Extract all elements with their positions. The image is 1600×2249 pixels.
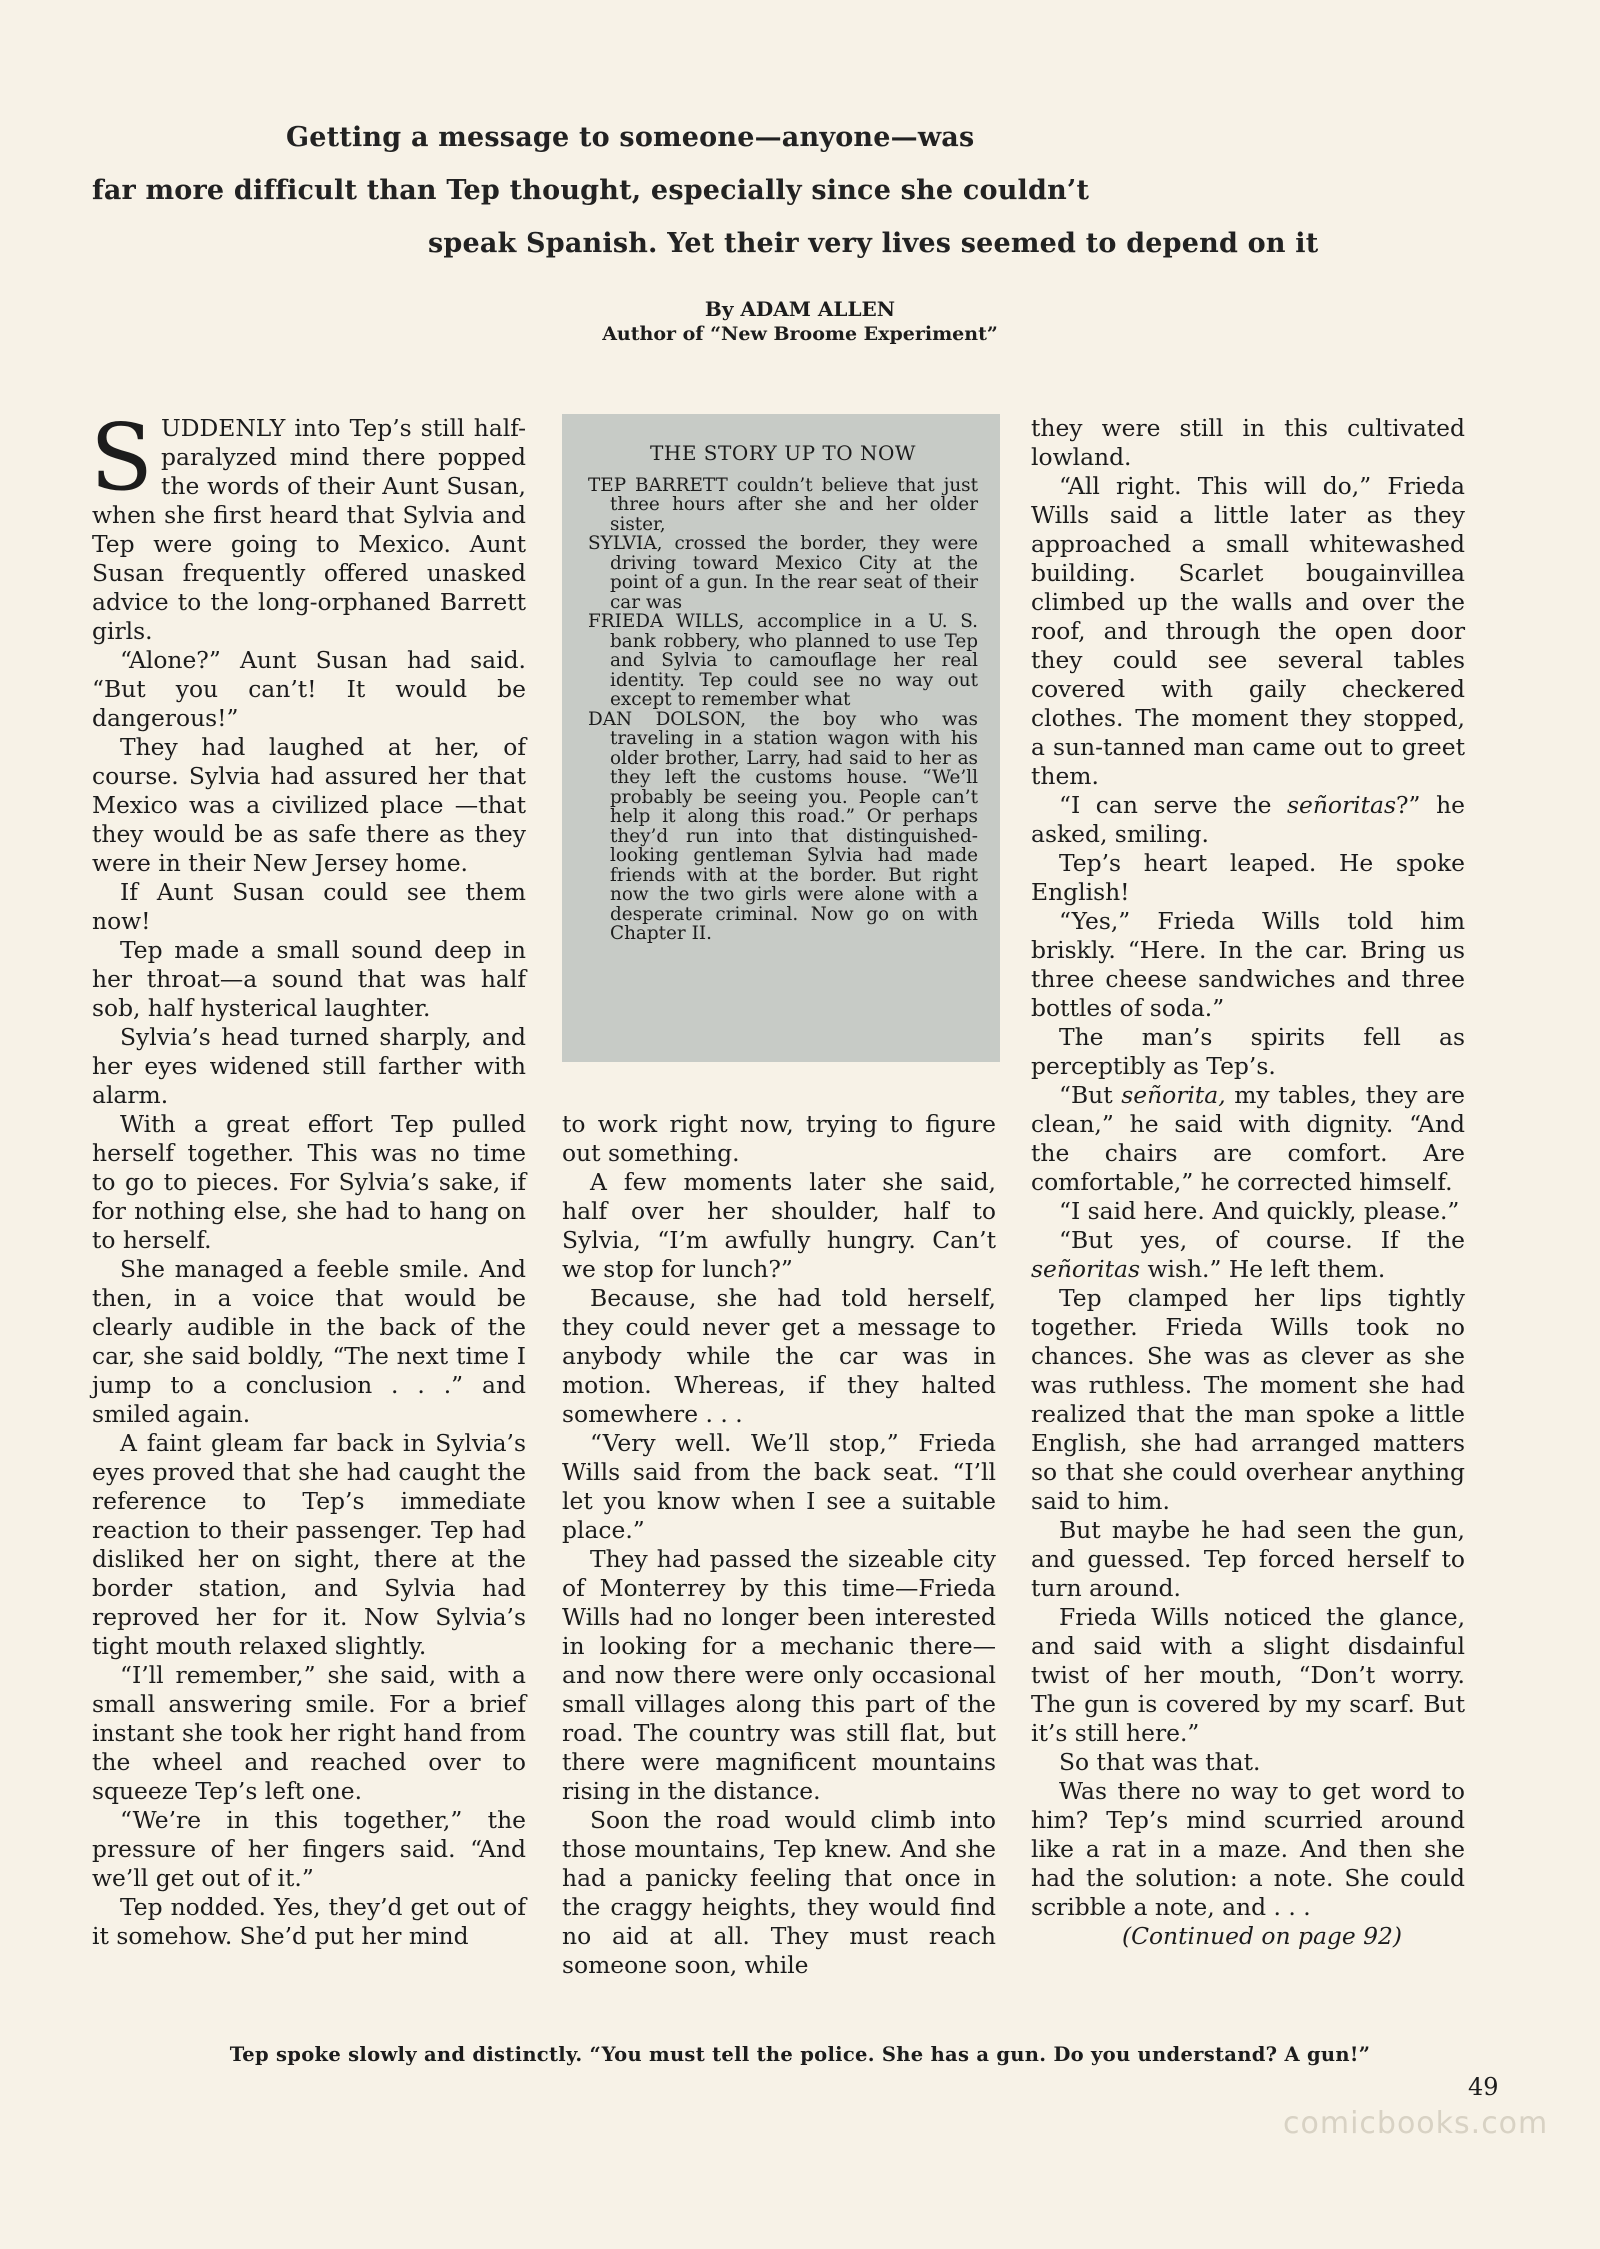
paragraph: A few moments later she said, half over her shoulder, half to Sylvia, “I’m awfully hungry. Can’t we stop for lunch?” xyxy=(562,1168,996,1283)
paragraph: they were still in this cultivated lowland. xyxy=(1031,414,1465,471)
italic-word: señoritas xyxy=(1287,791,1397,819)
paragraph: Because, she had told herself, they could never get a message to anybody while the car was in motion. Whereas, if they halted somewhere . . . xyxy=(562,1284,996,1428)
paragraph: “I’ll remember,” she said, with a small answering smile. For a brief instant she took her right hand from the wheel and reached over to squeeze Tep’s left one. xyxy=(92,1661,526,1805)
paragraph: “Yes,” Frieda Wills told him briskly. “Here. In the car. Bring us three cheese sandwiches and three bottles of soda.” xyxy=(1031,907,1465,1022)
page-number: 49 xyxy=(1468,2073,1499,2101)
text-run: my tables, they are clean,” he said with dignity. “And the chairs are comfort. Are comfortable,” he corrected himself. xyxy=(1031,1081,1465,1196)
continued-note: (Continued on page 92) xyxy=(1121,1922,1403,1950)
story-recap-box xyxy=(562,414,1000,1062)
paragraph: Sylvia’s head turned sharply, and her eyes widened still farther with alarm. xyxy=(92,1023,526,1109)
paragraph: Tep clamped her lips tightly together. Frieda Wills took no chances. She was as clever as she was ruthless. The moment she had realized that the man spoke a little English, she had arranged matters so that she could overhear anything said to him. xyxy=(1031,1284,1465,1515)
paragraph: They had laughed at her, of course. Sylvia had assured her that Mexico was a civilized place —that they would be as safe there as they were in their New Jersey home. xyxy=(92,733,526,877)
paragraph: Soon the road would climb into those mountains, Tep knew. And she had a panicky feeling that once in the craggy heights, they would find no aid at all. They must reach someone soon, while xyxy=(562,1806,996,1979)
paragraph: A faint gleam far back in Sylvia’s eyes proved that she had caught the reference to Tep’s immediate reaction to their passenger. Tep had disliked her on sight, there at the border station, and Sylvia had reproved her for it. Now Sylvia’s tight mouth relaxed slightly. xyxy=(92,1429,526,1660)
text-column-2 xyxy=(562,1110,996,1980)
paragraph xyxy=(1031,1226,1465,1284)
drop-cap: S xyxy=(90,404,154,511)
opening-paragraph-text: UDDENLY into Tep’s still half-paralyzed mind there popped the words of their Aunt Susan, when she first heard that Sylvia and Tep were going to Mexico. Aunt Susan frequently offered unasked advice to the long-orphaned Barrett girls. xyxy=(92,414,526,645)
illustration-caption: Tep spoke slowly and distinctly. “You must tell the police. She has a gun. Do you understand? A gun!” xyxy=(229,2043,1371,2066)
paragraph: to work right now, trying to figure out something. xyxy=(562,1110,996,1167)
paragraph: “We’re in this together,” the pressure of her fingers said. “And we’ll get out of it.” xyxy=(92,1806,526,1892)
paragraph: “Alone?” Aunt Susan had said. “But you can’t! It would be dangerous!” xyxy=(92,646,526,732)
opening-paragraph xyxy=(90,404,526,646)
paragraph: They had passed the sizeable city of Monterrey by this time—Frieda Wills had no longer been interested in looking for a mechanic there—and now there were only occasional small villages along this part of the road. The country was still flat, but there were magnificent mountains rising in the distance. xyxy=(562,1545,996,1805)
italic-word: señorita, xyxy=(1121,1081,1226,1109)
paragraph: But maybe he had seen the gun, and guessed. Tep forced herself to turn around. xyxy=(1031,1516,1465,1602)
author-credit: Author of “New Broome Experiment” xyxy=(602,323,998,345)
text-run: “But xyxy=(1059,1081,1122,1109)
recap-paragraph: TEP BARRETT couldn’t believe that just three hours after she and her older sister, xyxy=(588,474,978,535)
paragraph: Tep made a small sound deep in her throat—a sound that was half sob, half hysterical laughter. xyxy=(92,936,526,1022)
text-run: “I can serve the xyxy=(1059,791,1287,819)
text-run: “But yes, of course. If the xyxy=(1059,1226,1465,1254)
author-name: By ADAM ALLEN xyxy=(704,297,896,321)
paragraph: “All right. This will do,” Frieda Wills said a little later as they approached a small whitewashed building. Scarlet bougainvillea climbed up the walls and over the roof, and through the open door they could see several tables covered with gaily checkered clothes. The moment they stopped, a sun-tanned man came out to greet them. xyxy=(1031,472,1465,790)
paragraph: Frieda Wills noticed the glance, and said with a slight disdainful twist of her mouth, “Don’t worry. The gun is covered by my scarf. But it’s still here.” xyxy=(1031,1603,1465,1747)
paragraph: If Aunt Susan could see them now! xyxy=(92,878,526,935)
text-column-3 xyxy=(1031,414,1465,1951)
text-run: ?” he asked, smiling. xyxy=(1031,791,1465,848)
recap-title: THE STORY UP TO NOW xyxy=(650,441,916,465)
recap-paragraph: FRIEDA WILLS, accomplice in a U. S. bank robbery, who planned to use Tep and Sylvia to camouflage her real identity. Tep could see no way out except to remember what xyxy=(588,611,978,710)
recap-paragraph: SYLVIA, crossed the border, they were driving toward Mexico City at the point of a gun. In the rear seat of their car was xyxy=(588,533,978,613)
italic-word: señoritas xyxy=(1031,1255,1141,1283)
paragraph: So that was that. xyxy=(1059,1748,1261,1776)
paragraph: “I said here. And quickly, please.” xyxy=(1059,1197,1460,1225)
paragraph xyxy=(1031,1081,1465,1197)
paragraph: She managed a feeble smile. And then, in a voice that would be clearly audible in the back of the car, she said boldly, “The next time I jump to a conclusion . . .” and smiled again. xyxy=(92,1255,526,1428)
paragraph xyxy=(1031,791,1465,849)
blurb-line-2: far more difficult than Tep thought, especially since she couldn’t xyxy=(92,175,1090,206)
paragraph: Tep nodded. Yes, they’d get out of it somehow. She’d put her mind xyxy=(92,1893,526,1950)
paragraph: “Very well. We’ll stop,” Frieda Wills said from the back seat. “I’ll let you know when I see a suitable place.” xyxy=(562,1429,996,1544)
paragraph: Was there no way to get word to him? Tep’s mind scurried around like a rat in a maze. And then she had the solution: a note. She could scribble a note, and . . . xyxy=(1031,1777,1465,1921)
blurb-line-3: speak Spanish. Yet their very lives seemed to depend on it xyxy=(428,228,1319,259)
paragraph: The man’s spirits fell as perceptibly as Tep’s. xyxy=(1031,1023,1465,1080)
text-column-1 xyxy=(90,404,526,1951)
blurb-line-1: Getting a message to someone—anyone—was xyxy=(286,122,975,153)
paragraph: With a great effort Tep pulled herself together. This was no time to go to pieces. For Sylvia’s sake, if for nothing else, she had to hang on to herself. xyxy=(92,1110,526,1254)
text-run: wish.” He left them. xyxy=(1140,1255,1386,1283)
recap-paragraph: DAN DOLSON, the boy who was traveling in a station wagon with his older brother, Larry, had said to her as they left the customs house. “We’ll probably be seeing you. People can’t help it along this road.” Or perhaps they’d run into that distinguished-looking gentleman Sylvia had made friends with at the border. But right now the two girls were alone with a desperate criminal. Now go on with Chapter II. xyxy=(588,708,978,944)
watermark: comicbooks.com xyxy=(1283,2106,1549,2141)
byline xyxy=(0,296,1600,346)
paragraph: Tep’s heart leaped. He spoke English! xyxy=(1031,849,1465,906)
